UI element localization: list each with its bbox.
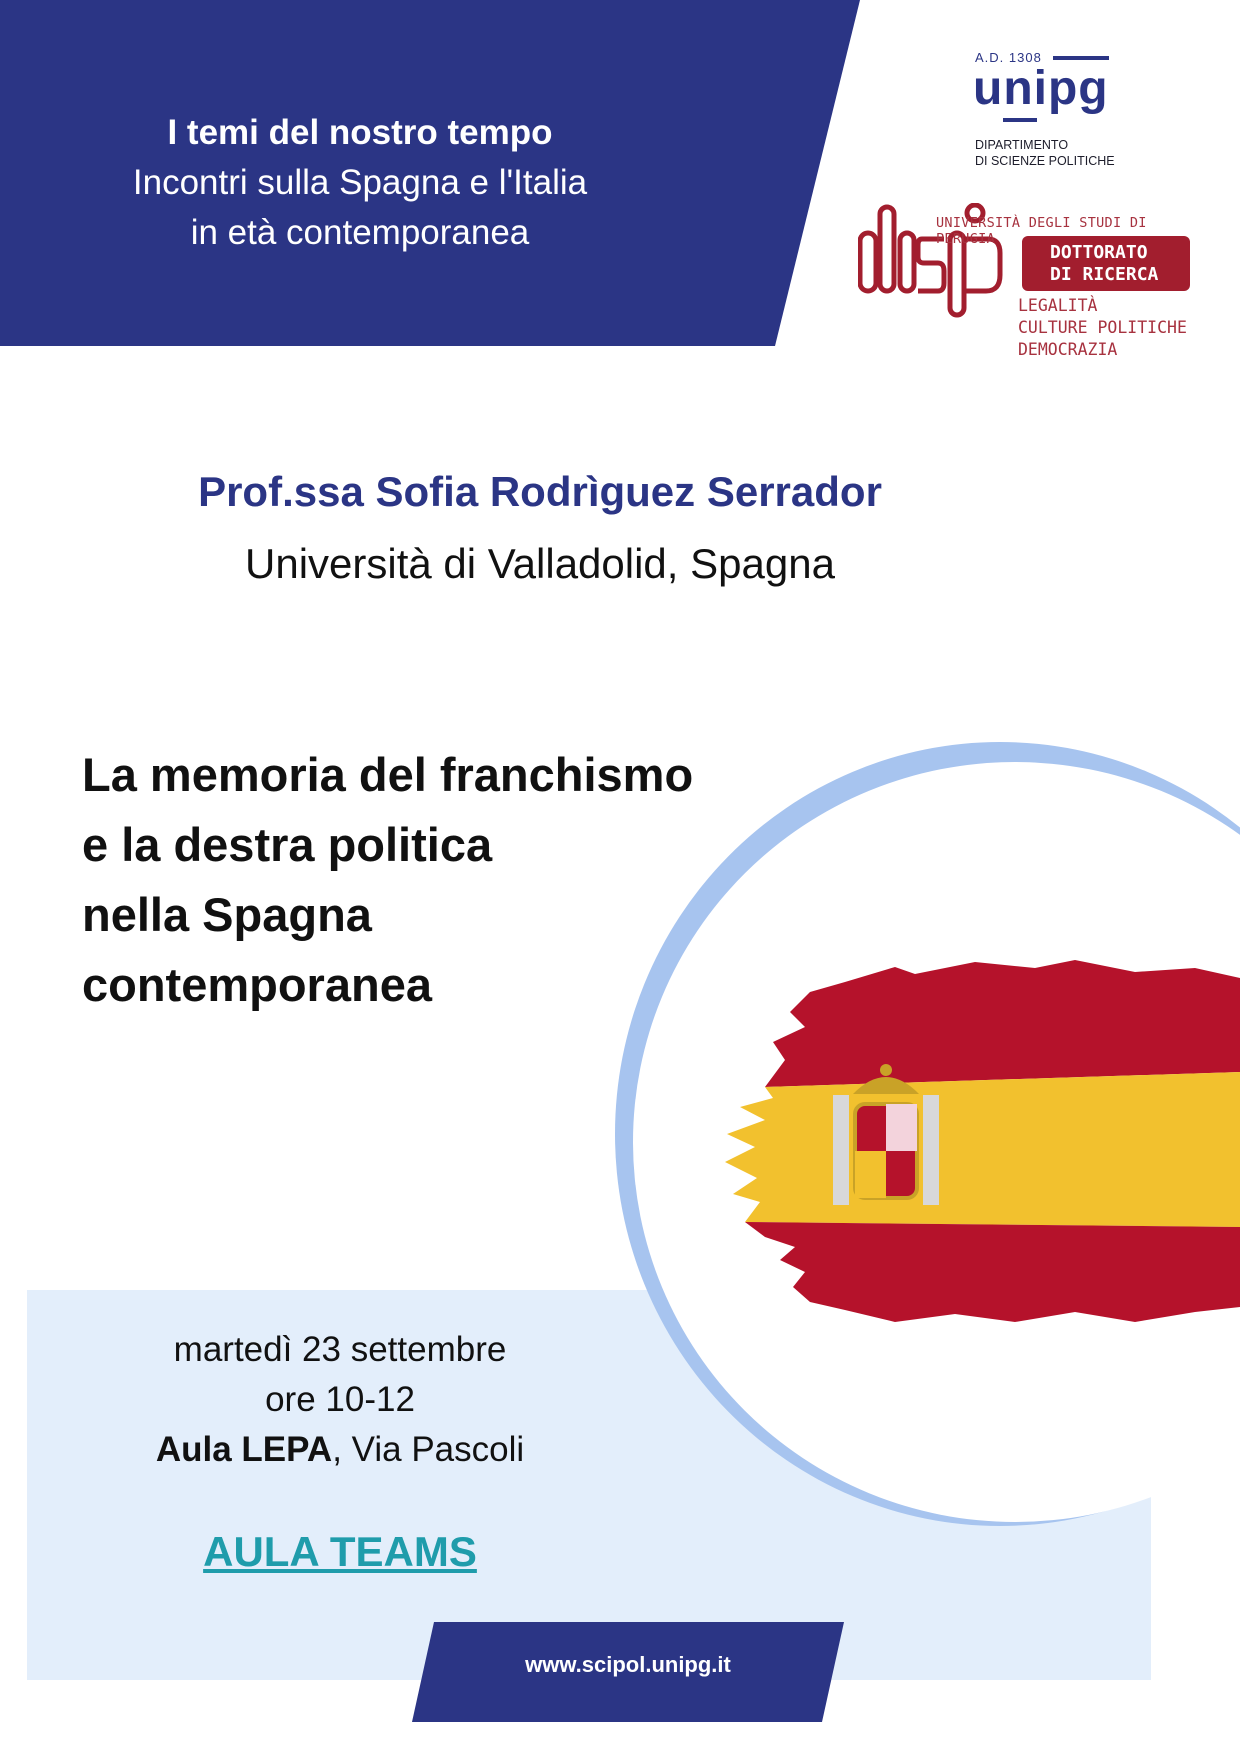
spain-flag-circle <box>615 742 1240 1527</box>
spain-flag-icon <box>725 960 1240 1322</box>
disp-badge-line2: DI RICERCA <box>1050 264 1159 285</box>
series-title-line3: in età contemporanea <box>190 213 530 252</box>
event-room: Aula LEPA <box>155 1430 333 1469</box>
disp-subtitle-line3: DEMOCRAZIA <box>1018 340 1118 359</box>
event-location <box>80 1430 600 1470</box>
disp-subtitle-line1: LEGALITÀ <box>1018 296 1098 315</box>
series-title-line1: I temi del nostro tempo <box>167 113 553 152</box>
department-name-line1: DIPARTIMENTO <box>975 138 1069 152</box>
series-title-line2: Incontri sulla Spagna e l'Italia <box>132 163 588 202</box>
disp-subtitle-line2: CULTURE POLITICHE <box>1018 318 1187 337</box>
event-time: ore 10-12 <box>265 1380 415 1419</box>
event-date: martedì 23 settembre <box>173 1330 507 1369</box>
disp-badge-line1: DOTTORATO <box>1050 242 1148 263</box>
disp-logo <box>858 203 1198 363</box>
talk-title-line3: nella Spagna <box>82 888 372 941</box>
unipg-founding-year: A.D. 1308 <box>975 50 1042 65</box>
event-address: , Via Pascoli <box>332 1430 525 1469</box>
disp-doctorate-badge <box>1022 236 1190 291</box>
website-link[interactable]: www.scipol.unipg.it <box>525 1652 731 1677</box>
series-title <box>40 108 680 258</box>
talk-title-line4: contemporanea <box>82 958 432 1011</box>
unipg-logo <box>975 46 1145 176</box>
unipg-logo-underline <box>1003 118 1037 122</box>
disp-university-name: UNIVERSITÀ DEGLI STUDI DI PERUGIA <box>936 215 1147 247</box>
teams-link[interactable]: AULA TEAMS <box>203 1528 477 1575</box>
talk-title-line2: e la destra politica <box>82 818 493 871</box>
talk-title-line1: La memoria del franchismo <box>82 748 694 801</box>
speaker-name: Prof.ssa Sofia Rodrìguez Serrador <box>198 468 882 515</box>
speaker-affiliation: Università di Valladolid, Spagna <box>245 540 835 587</box>
unipg-wordmark: unipg <box>973 62 1109 115</box>
unipg-logo-line <box>1053 56 1109 60</box>
department-name-line2: DI SCIENZE POLITICHE <box>975 154 1115 168</box>
